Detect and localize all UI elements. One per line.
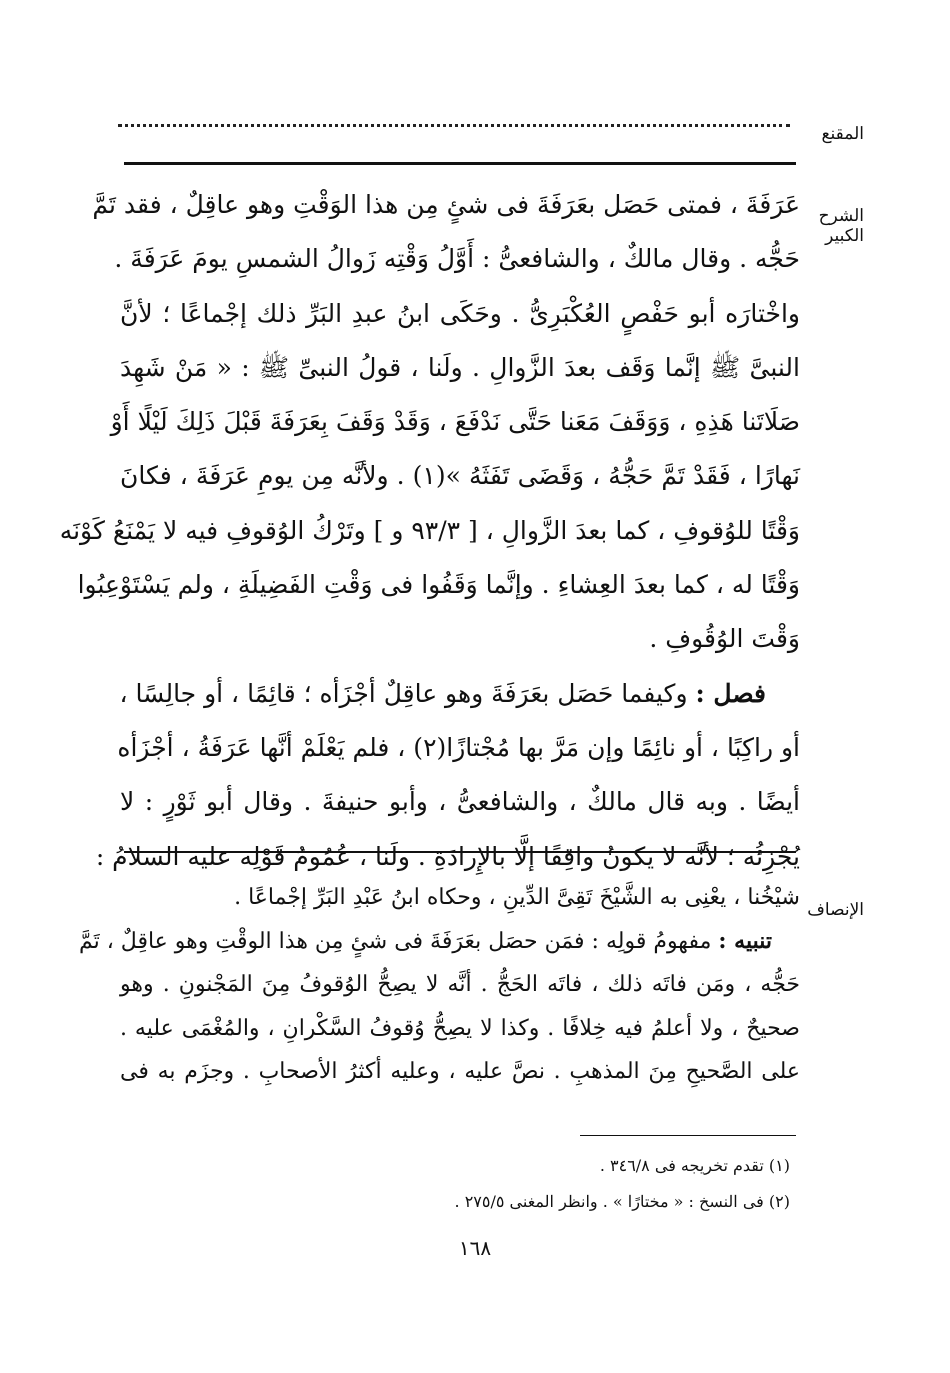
footnotes — [300, 1148, 790, 1220]
text-line: وَقْتًا له ، كما بعدَ العِشاءِ . وإنَّما وَقَفُوا فى وَقْتِ الفَضِيلَةِ ، ولم يَسْتَوْعِبُوا — [77, 570, 800, 600]
fasl-heading: فصل : — [695, 678, 766, 708]
header-dotted-rule — [118, 124, 790, 131]
text-segment: مفهومُ قولِه : فمَن حصَل بعَرَفَةَ فى شئٍ مِن هذا الوقْتِ وهو عاقِلٌ ، تَمَّ — [78, 928, 712, 954]
fasl-paragraph-line — [120, 667, 800, 721]
insaf-text — [78, 876, 800, 1094]
text-line: حَجُّه . وقال مالكٌ ، والشافعىُّ : أَوَّلُ وَقْتِه زَوالُ الشمسِ يومَ عَرَفَةَ . — [114, 244, 800, 274]
book-title-label: المقنع — [821, 124, 864, 144]
text-segment: وكيفما حَصَل بعَرَفَةَ وهو عاقِلٌ أجْزَأه ؛ قائِمًا ، أو جالِسًا ، — [119, 678, 688, 708]
text-line: وَقْتَ الوُقُوفِ . — [649, 624, 800, 654]
tanbih-paragraph-line — [78, 920, 800, 964]
text-line: صَلَاتَنا هَذِهِ ، وَوَقَفَ مَعَنا حَتَّى نَدْفَعَ ، وَقَدْ وَقَفَ بِعَرَفَةَ قَبْلَ ذَلِكَ لَيْلًا أَوْ — [110, 407, 800, 437]
text-line: نَهارًا ، فَقَدْ تَمَّ حَجُّهُ ، وَقَضَى تَفَثَهُ »(١) . ولأنَّه مِن يومِ عَرَفَةَ ، فكانَ — [120, 461, 800, 491]
main-commentary-text — [59, 178, 800, 884]
text-line: وَقْتًا للوُقوفِ ، كما بعدَ الزَّوالِ ، [ ٩٣/٣ و ] وتَرْكُ الوُقوفِ فيه لا يَمْنَعُ كَوْنَه — [59, 515, 800, 545]
section-divider — [124, 851, 796, 853]
text-line: النبىَّ ﷺ إنَّما وَقَف بعدَ الزَّوالِ . ولَنا ، قولُ النبىِّ ﷺ : « مَنْ شَهِدَ — [120, 352, 800, 382]
section-label-insaf: الإنصاف — [807, 900, 864, 920]
page-number: ١٦٨ — [458, 1236, 492, 1260]
text-line: أيضًا . وبه قال مالكٌ ، والشافعىُّ ، وأبو حنيفةَ . وقال أبو ثَوْرٍ : لا — [120, 787, 800, 817]
header-rule — [124, 162, 796, 165]
footnote-2: (٢) فى النسخ : « مختارًا » . وانظر المغنى ٢٧٥/٥ . — [454, 1192, 790, 1211]
text-line: واخْتارَه أبو حَفْصٍ العُكْبَرِىُّ . وحَكَى ابنُ عبدِ البَرِّ ذلك إجْماعًا ؛ لأنَّ — [120, 298, 800, 328]
text-line: أو راكِبًا ، أو نائِمًا وإن مَرَّ بها مُجْتازًا(٢) ، فلم يَعْلَمْ أنَّها عَرَفَةُ ، أجْزَأه — [117, 732, 800, 762]
text-line: على الصَّحيحِ مِنَ المذهبِ . نصَّ عليه ، وعليه أكثرُ الأصحابِ . وجزَم به فى — [120, 1059, 800, 1084]
tanbih-heading: تنبيه : — [718, 927, 772, 954]
text-line: صحيحٌ ، ولا أعلمُ فيه خِلافًا . وكذا لا يصِحُّ وُقوفُ السَّكْرانِ ، والمُغْمَى عليه . — [120, 1015, 800, 1041]
text-line: عَرَفَةَ ، فمتى حَصَل بعَرَفَةَ فى شئٍ مِن هذا الوَقْتِ وهو عاقِلٌ ، فقد تَمَّ — [92, 190, 800, 219]
text-line: يُجْزِئُه ؛ لأنَّه لا يكونُ واقِفًا إلَّا بالإِرادَةِ . ولَنا ، عُمُومُ قَوْلِه عليه السلامُ : — [95, 841, 800, 871]
text-line: شيْخُنا ، يعْنِى به الشَّيْخَ تَقِىَّ الدِّينِ ، وحكاه ابنُ عَبْدِ البَرِّ إجْماعًا . — [234, 885, 800, 910]
footnote-1: (١) تقدم تخريجه فى ٣٤٦/٨ . — [599, 1156, 790, 1175]
footnote-rule — [580, 1135, 796, 1136]
section-label-sharh: الشرح الكبير — [818, 206, 864, 246]
text-line: حَجُّه ، ومَن فاتَه ذلك ، فاتَه الحَجُّ . أنَّه لا يصِحُّ الوُقوفُ مِنَ المَجْنونِ . وهو — [120, 972, 800, 997]
